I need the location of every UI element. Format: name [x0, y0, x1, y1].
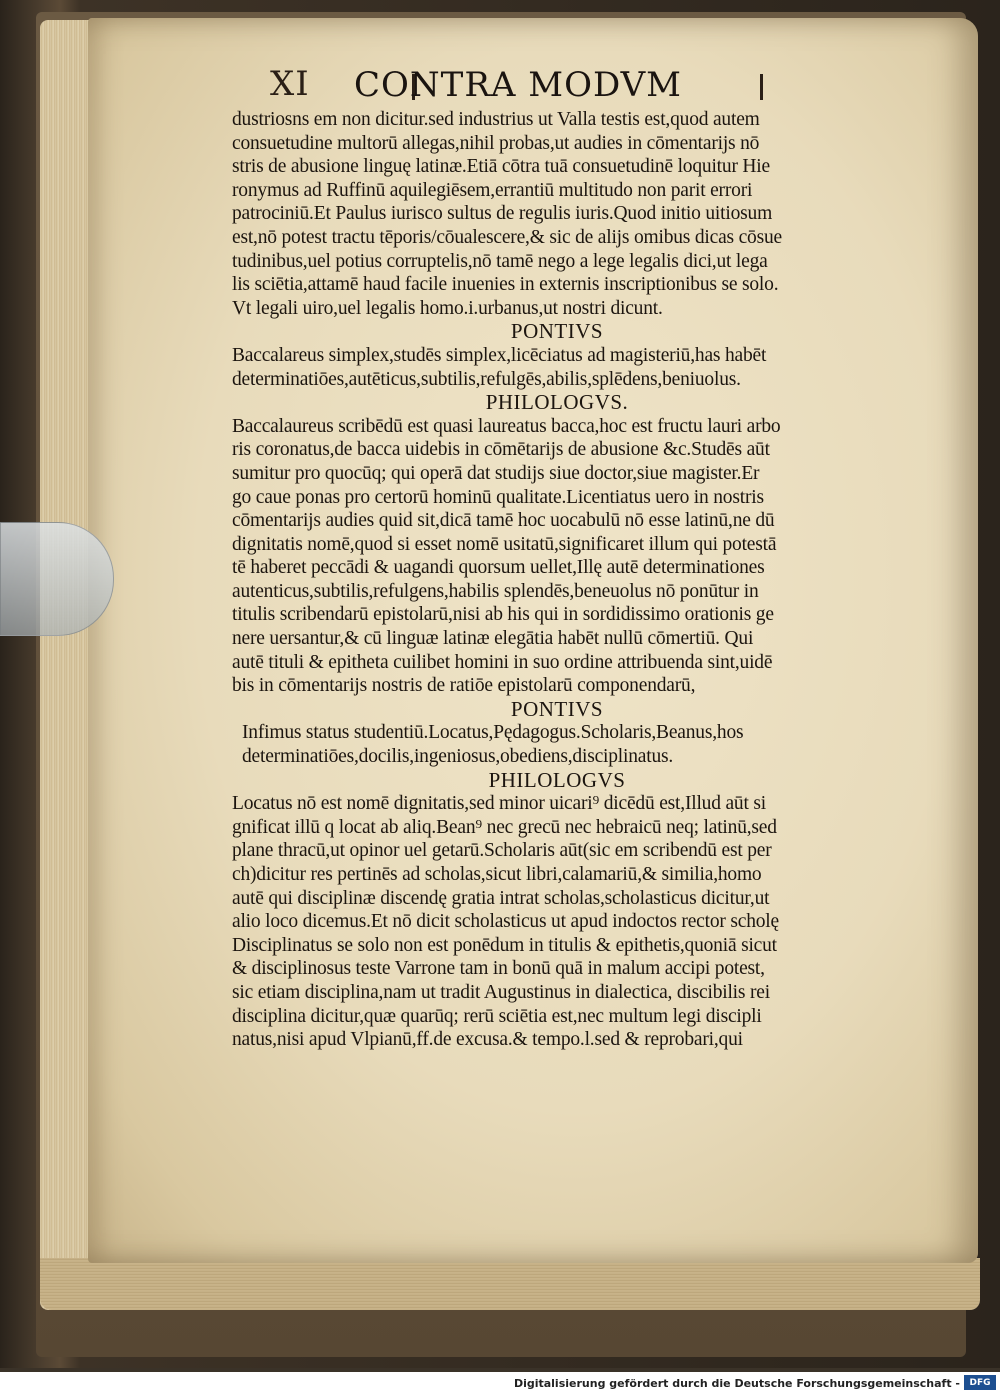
running-head: CONTRA MODVM	[354, 65, 682, 105]
text-line: tē haberet peccādi & uagandi quorsum uellet,Illę autē determinationes	[232, 557, 765, 579]
speaker-heading: PONTIVS	[510, 696, 604, 721]
text-line: ch)dicitur res pertinēs ad scholas,sicut libri,calamariū,& similia,homo	[232, 864, 762, 885]
text-line: sic etiam disciplina,nam ut tradit Augustinus in dialectica, discibilis rei	[232, 981, 770, 1003]
text-line: ris coronatus,de bacca uidebis in cōmētarijs de abusione &c.Studēs aūt	[232, 439, 770, 461]
text-line: nere uersantur,& cū linguæ latinæ elegātia habēt nullū cōmertiū. Qui	[232, 628, 754, 650]
text-line: determinatiōes,autēticus,subtilis,refulgēs,abilis,splēdens,beniuolus.	[232, 368, 741, 390]
text-line: ronymus ad Ruffinū aquilegiēsem,errantiū multitudo non parit errori	[232, 179, 753, 201]
text-line: bis in cōmentarijs nostris de ratiōe epistolarū componendarū,	[232, 675, 696, 697]
text-line: tudinibus,uel potius corruptelis,nō tamē nego a lege legalis dici,ut lega	[232, 250, 768, 272]
text-line: consuetudine multorū allegas,nihil probas,ut audies in cōmentarijs nō	[232, 132, 760, 154]
text-line: autē qui disciplinæ discendę gratia intrat scholas,scholasticus dicitur,ut	[232, 887, 770, 909]
text-line: stris de abusione linguę latinæ.Etiā cōtra tuā consuetudinē loquitur Hie	[232, 156, 770, 178]
text-line: gnificat illū q locat ab aliq.Bean⁹ nec grecū nec hebraicū neq; latinū,sed	[232, 816, 777, 838]
text-line: Locatus nō est nomē dignitatis,sed minor uicari⁹ dicēdū est,Illud aūt si	[232, 793, 766, 815]
text-line: & disciplinosus teste Varrone tam in bonū quā in malum accipi potest,	[232, 958, 765, 980]
text-line: lis sciētia,attamē haud facile inuenies in externis inscriptionibus se solo.	[232, 274, 779, 296]
page-text-body	[232, 108, 882, 1052]
text-line: est,nō potest tractu tēporis/cōualescere,& sic de alijs omibus dicas cōsue	[232, 226, 782, 248]
text-line: autenticus,subtilis,refulgens,habilis splendēs,beneuolus nō ponūtur in	[232, 580, 759, 602]
text-line: Infimus status studentiū.Locatus,Pędagogus.Scholaris,Beanus,hos	[242, 722, 744, 744]
text-line: dignitatis nomē,quod si esset nomē usitatū,significaret illum qui potestā	[232, 533, 777, 555]
page-stack-bottom	[40, 1258, 980, 1310]
text-line: Disciplinatus se solo non est ponēdum in titulis & epithetis,quoniā sicut	[232, 934, 777, 956]
dfg-logo: DFG	[964, 1375, 996, 1390]
text-line: cōmentarijs audies quid sit,dicā tamē hoc uocabulū nō esse latinū,ne dū	[232, 510, 775, 532]
text-line: patrociniū.Et Paulus iurisco sultus de regulis iuris.Quod initio uitiosum	[232, 203, 773, 225]
book-clamp	[0, 522, 114, 636]
speaker-heading: PHILOLOGVS.	[485, 390, 629, 415]
text-line: dustriosns em non dicitur.sed industrius ut Valla testis est,quod autem	[232, 109, 760, 130]
text-line: plane thracū,ut opinor uel getarū.Scholaris aūt(sic em scribendū est per	[232, 840, 772, 862]
speaker-heading: PHILOLOGVS	[488, 767, 626, 792]
text-line: determinatiōes,docilis,ingeniosus,obediens,disciplinatus.	[242, 746, 674, 768]
speaker-heading: PONTIVS	[510, 319, 604, 344]
text-line: titulis scribendarū epistolarū,nisi ab his qui in sordidissimo orationis ge	[232, 604, 774, 626]
text-line: Baccalareus simplex,studēs simplex,licēciatus ad magisteriū,has habēt	[232, 344, 767, 366]
footer-credit: Digitalisierung gefördert durch die Deutsche Forschungsgemeinschaft -	[513, 1377, 960, 1390]
text-line: natus,nisi apud Vlpianū,ff.de excusa.& tempo.l.sed & reprobari,qui	[232, 1029, 743, 1051]
text-line: alio loco dicemus.Et nō dicit scholasticus ut apud indoctos rector scholę	[232, 911, 779, 933]
text-line: disciplina dicitur,quæ quarūq; rerū sciētia est,nec multum legi discipli	[232, 1005, 762, 1027]
text-line: Vt legali uiro,uel legalis homo.i.urbanus,ut nostri dicunt.	[232, 297, 663, 319]
text-line: sumitur pro quocūq; qui operā dat studijs siue doctor,siue magister.Er	[232, 462, 760, 484]
text-line: autē tituli & epitheta cuilibet homini in suo ordine attribuenda sint,uidē	[232, 651, 773, 673]
text-line: go caue ponas pro certorū hominū qualitate.Licentiatus uero in nostris	[232, 486, 764, 508]
folio-number: XI	[270, 64, 310, 104]
text-line: Baccalaureus scribēdū est quasi laureatus bacca,hoc est fructu lauri arbo	[232, 415, 781, 437]
header-ornament-right	[760, 74, 763, 100]
